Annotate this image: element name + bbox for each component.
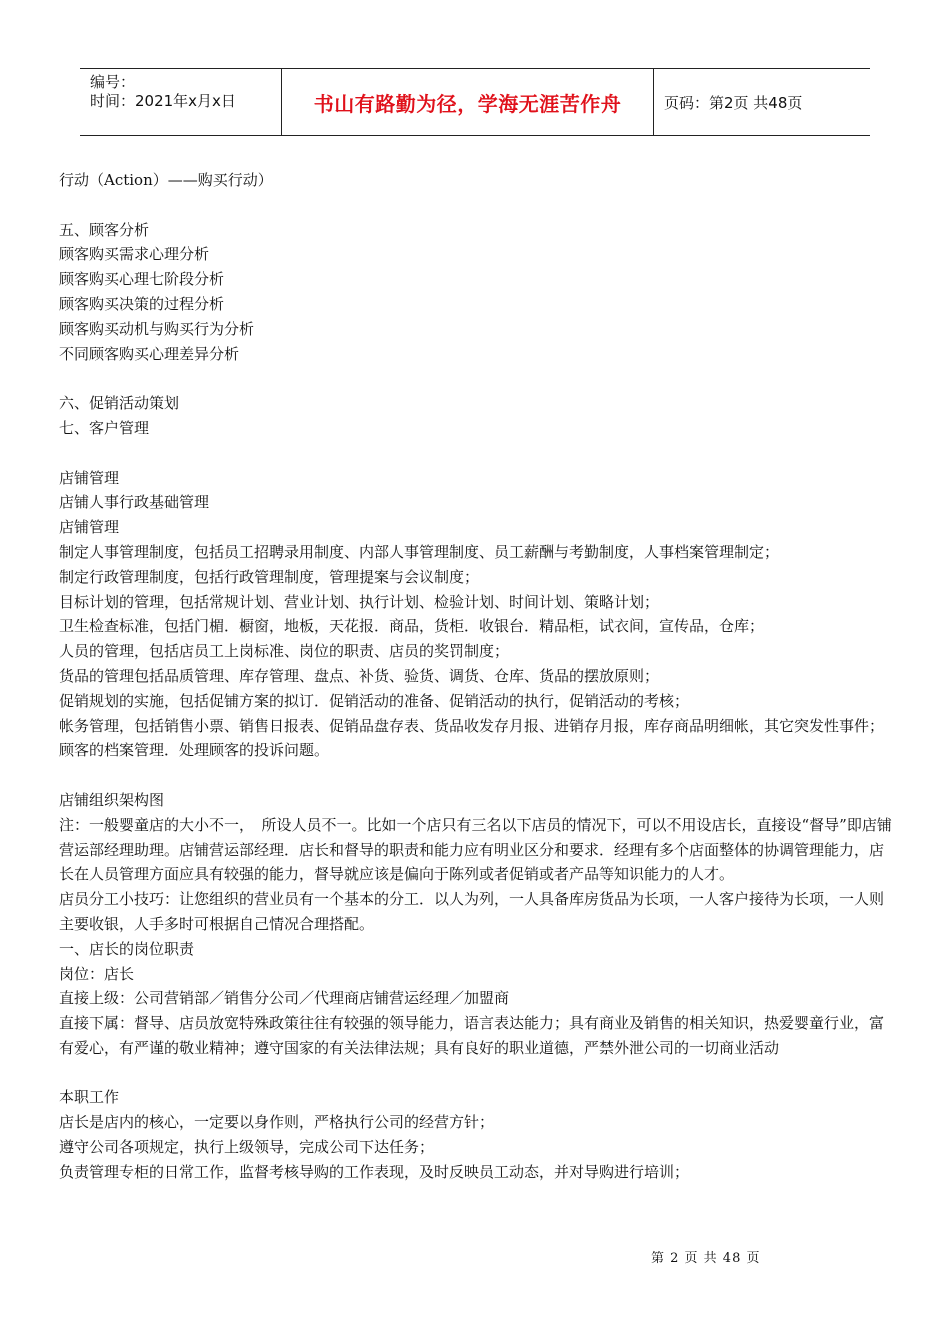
body-line: 顾客购买动机与购买行为分析 xyxy=(59,319,255,338)
header-motto: 书山有路勤为径，学海无涯苦作舟 xyxy=(313,91,622,116)
section-heading: 本职工作 xyxy=(59,1088,120,1107)
body-line: 直接上级：公司营销部／销售分公司／代理商店铺营运经理／加盟商 xyxy=(59,989,510,1008)
body-line: 促销规划的实施，包括促铺方案的拟订．促销活动的准备、促销活动的执行，促销活动的考核； xyxy=(59,691,690,710)
header-page-info: 页码：第2页 共48页 xyxy=(664,93,803,112)
body-line: 店长是店内的核心，一定要以身作则，严格执行公司的经营方针； xyxy=(59,1113,495,1132)
header-meta xyxy=(80,69,282,135)
body-line: 目标计划的管理，包括常规计划、营业计划、执行计划、检验计划、时间计划、策略计划； xyxy=(59,592,660,611)
body-line: 卫生检查标准，包括门楣．橱窗，地板，天花报．商品，货柜．收银台．精品柜，试衣间，宣传品，仓库； xyxy=(59,617,765,636)
section-heading: 店铺管理 xyxy=(59,468,120,487)
document-header xyxy=(80,68,870,136)
body-line: 店铺人事行政基础管理 xyxy=(59,493,210,512)
section-heading: 店铺组织架构图 xyxy=(59,790,165,809)
body-line: 人员的管理，包括店员工上岗标准、岗位的职责、店员的奖罚制度； xyxy=(59,642,510,661)
body-line: 不同顾客购买心理差异分析 xyxy=(59,344,240,363)
blank-line xyxy=(59,1061,893,1086)
blank-line xyxy=(59,193,893,218)
section-heading: 一、店长的岗位职责 xyxy=(59,939,195,958)
body-paragraph: 店员分工小技巧：让您组织的营业员有一个基本的分工．以人为列，一人具备库房货品为长项，一人客户接待为长项，一人则主要收银，人手多时可根据自己情况合理搭配。 xyxy=(59,890,885,933)
blank-line xyxy=(59,441,893,466)
section-heading: 五、顾客分析 xyxy=(59,220,150,239)
header-date: 时间：2021年x月x日 xyxy=(90,92,236,110)
body-line: 遵守公司各项规定，执行上级领导，完成公司下达任务； xyxy=(59,1138,435,1157)
section-heading: 七、客户管理 xyxy=(59,418,150,437)
body-paragraph: 注：一般婴童店的大小不一， 所设人员不一。比如一个店只有三名以下店员的情况下，可以不用设店长，直接设“督导”即店铺营运部经理助理。店铺营运部经理．店长和督导的职责和能力应有明业区分和要求．经理有多个店面整体的协调管理能力，店长在人员管理方面应具有较强的能力，督导就应该是偏向于陈列或者促销或者产品等知识能力的人才。 xyxy=(59,815,892,884)
body-line: 顾客购买心理七阶段分析 xyxy=(59,270,225,289)
body-line: 行动（Action）——购买行动） xyxy=(59,171,273,189)
body-paragraph: 帐务管理，包括销售小票、销售日报表、促销品盘存表、货品收发存月报、进销存月报，库存商品明细帐，其它突发性事件；顾客的档案管理．处理顾客的投诉问题。 xyxy=(59,716,885,760)
body-line: 制定行政管理制度，包括行政管理制度，管理提案与会议制度； xyxy=(59,567,480,586)
section-heading: 六、促销活动策划 xyxy=(59,394,180,413)
body-line: 顾客购买决策的过程分析 xyxy=(59,294,225,313)
body-line: 店铺管理 xyxy=(59,518,120,537)
blank-line xyxy=(59,366,893,391)
body-line: 货品的管理包括品质管理、库存管理、盘点、补货、验货、调货、仓库、货品的摆放原则； xyxy=(59,666,660,685)
header-page-cell xyxy=(654,69,870,135)
body-line: 岗位：店长 xyxy=(59,964,135,983)
document-body xyxy=(59,168,893,1185)
page-footer: 第 2 页 共 48 页 xyxy=(651,1251,761,1266)
body-line: 顾客购买需求心理分析 xyxy=(59,245,210,264)
body-paragraph: 直接下属：督导、店员放宽特殊政策往往有较强的领导能力，语言表达能力；具有商业及销售的相关知识，热爱婴童行业，富有爱心，有严谨的敬业精神；遵守国家的有关法律法规；具有良好的职业道德，严禁外泄公司的一切商业活动 xyxy=(59,1014,885,1057)
header-motto-cell xyxy=(282,69,654,135)
blank-line xyxy=(59,763,893,788)
body-line: 负责管理专柜的日常工作，监督考核导购的工作表现，及时反映员工动态，并对导购进行培训； xyxy=(59,1162,690,1181)
header-number-label: 编号： xyxy=(90,73,136,91)
body-line: 制定人事管理制度，包括员工招聘录用制度、内部人事管理制度、员工薪酬与考勤制度，人事档案管理制定； xyxy=(59,542,780,561)
